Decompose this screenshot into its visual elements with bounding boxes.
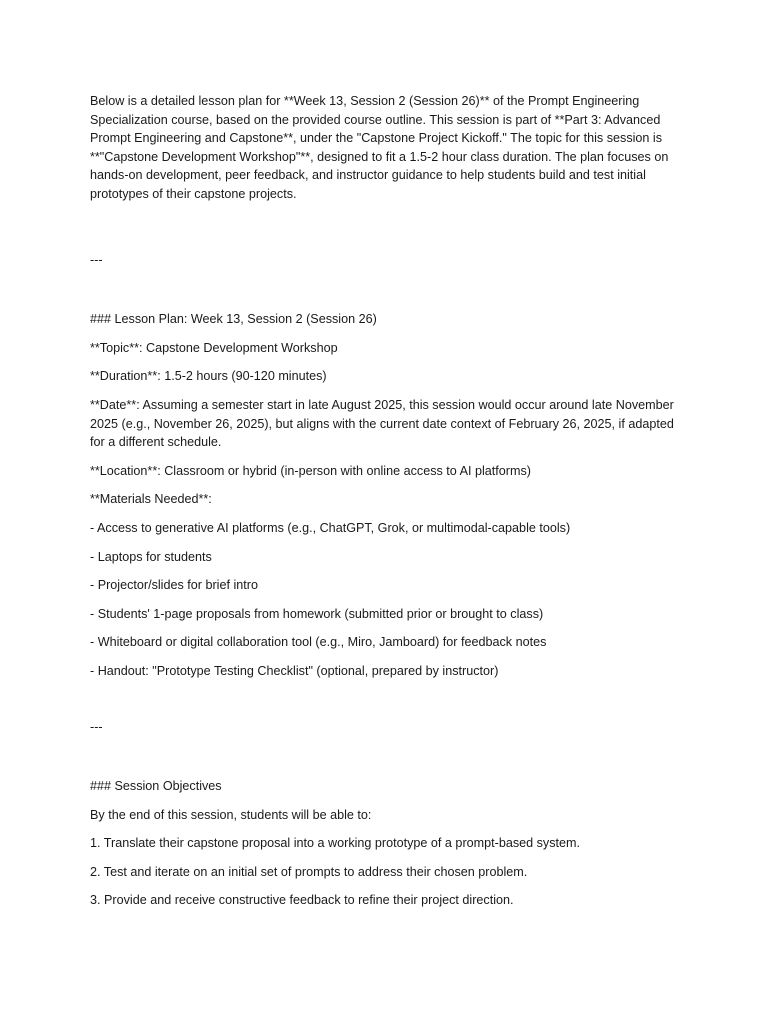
materials-item-3: - Projector/slides for brief intro — [90, 578, 258, 593]
materials-item-1: - Access to generative AI platforms (e.g., ChatGPT, Grok, or multimodal-capable tools) — [90, 520, 571, 535]
objective-item-2: 2. Test and iterate on an initial set of prompts to address their chosen problem. — [90, 864, 528, 879]
topic-line: **Topic**: Capstone Development Workshop — [90, 340, 338, 355]
location-line: **Location**: Classroom or hybrid (in-person with online access to AI platforms) — [90, 463, 531, 478]
materials-item-6: - Handout: "Prototype Testing Checklist" (optional, prepared by instructor) — [90, 663, 499, 678]
materials-item-2: - Laptops for students — [90, 549, 212, 564]
separator-2: --- — [90, 720, 103, 735]
objectives-intro: By the end of this session, students will be able to: — [90, 807, 372, 822]
lesson-plan-heading: ### Lesson Plan: Week 13, Session 2 (Session 26) — [90, 312, 377, 327]
date-paragraph: **Date**: Assuming a semester start in late August 2025, this session would occur around late November 2025 (e.g., November 26, 2025), but aligns with the current date context of February 26, 2025, if adapted for a different schedule. — [90, 397, 674, 450]
objective-item-1: 1. Translate their capstone proposal into a working prototype of a prompt-based system. — [90, 836, 581, 851]
objective-item-3: 3. Provide and receive constructive feedback to refine their project direction. — [90, 893, 514, 908]
materials-item-4: - Students' 1-page proposals from homework (submitted prior or brought to class) — [90, 606, 544, 621]
document-page — [90, 92, 690, 910]
materials-item-5: - Whiteboard or digital collaboration tool (e.g., Miro, Jamboard) for feedback notes — [90, 635, 547, 650]
duration-line: **Duration**: 1.5-2 hours (90-120 minutes) — [90, 369, 327, 384]
intro-paragraph: Below is a detailed lesson plan for **Week 13, Session 2 (Session 26)** of the Prompt Engineering Specialization course, based on the provided course outline. This session is part of **Part 3: Advanced Prompt Engineering and Capstone**, under the "Capstone Project Kickoff." The topic for this session is **"Capstone Development Workshop"**, designed to fit a 1.5-2 hour class duration. The plan focuses on hands-on development, peer feedback, and instructor guidance to help students build and test initial prototypes of their capstone projects. — [90, 94, 669, 201]
objectives-heading: ### Session Objectives — [90, 779, 222, 794]
separator-1: --- — [90, 252, 103, 267]
materials-label: **Materials Needed**: — [90, 492, 212, 507]
